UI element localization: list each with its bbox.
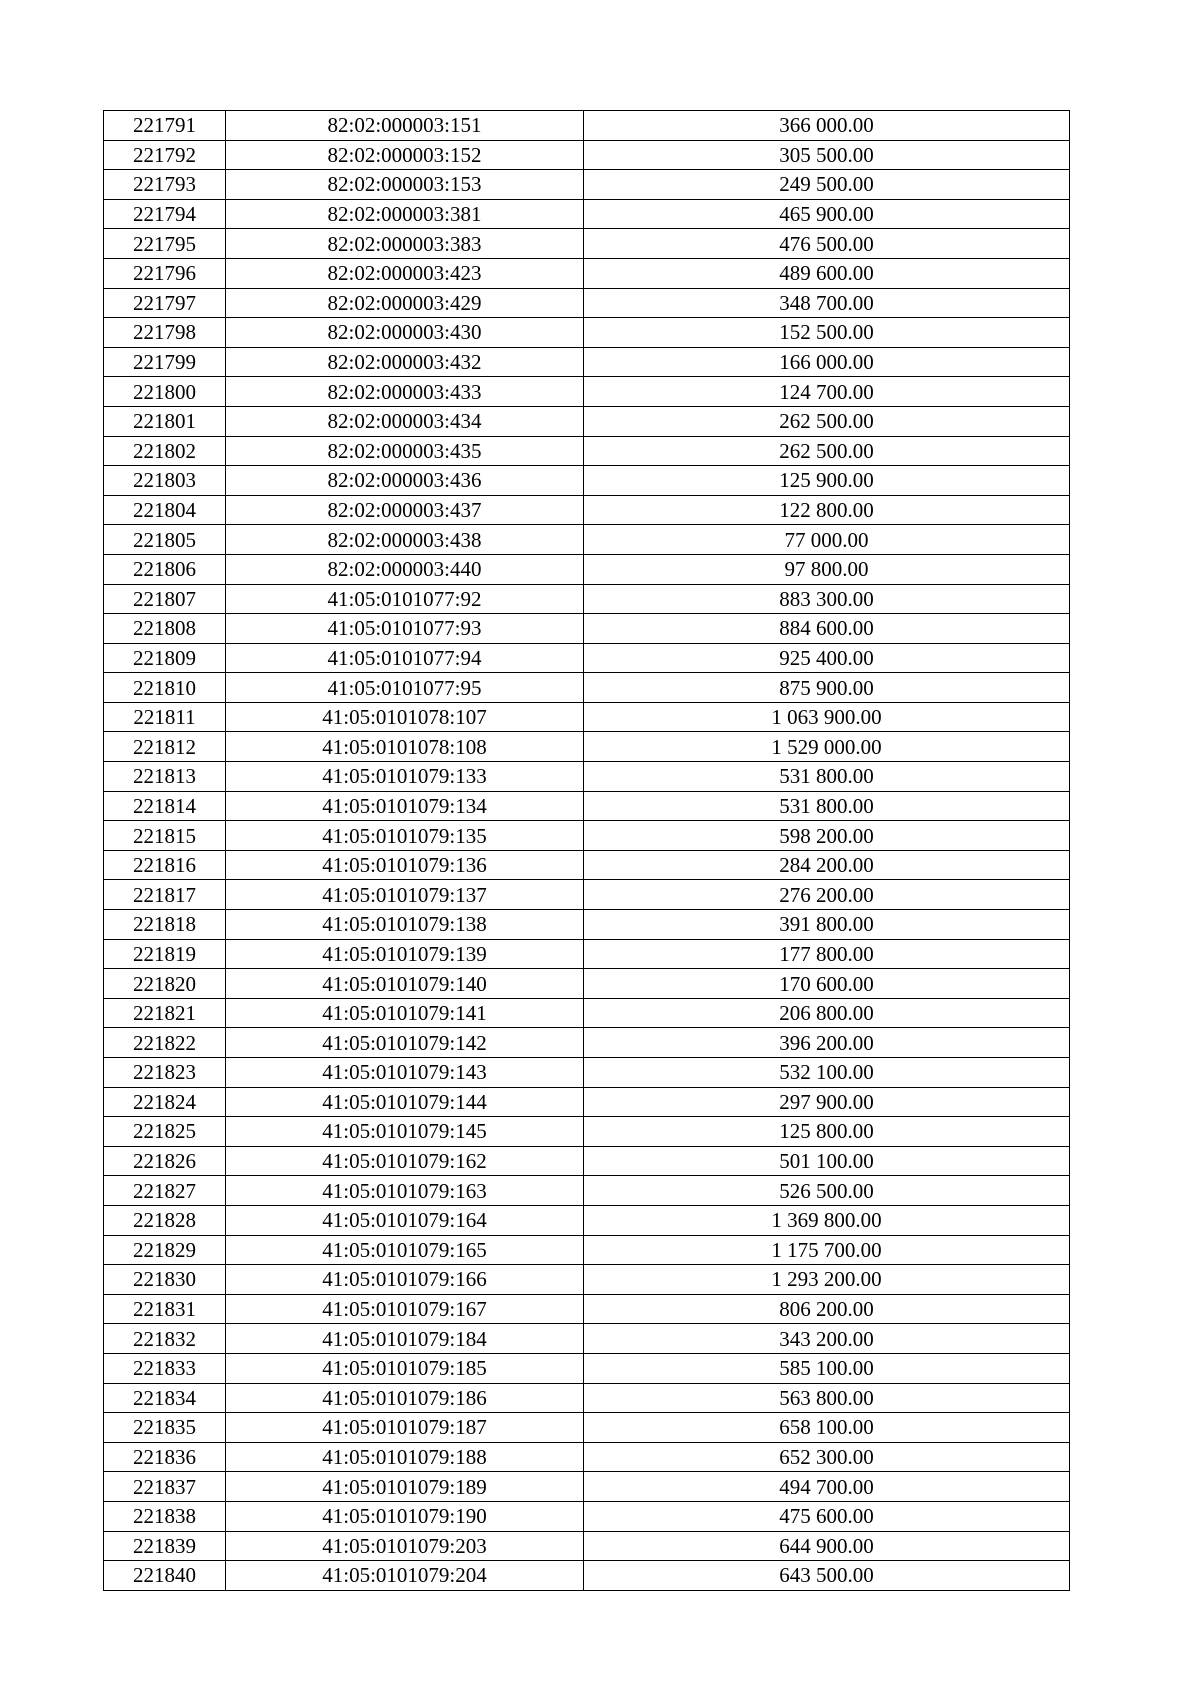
- table-body: [104, 111, 1070, 1591]
- row-number-cell: 221812: [104, 732, 226, 762]
- table-row: [104, 495, 1070, 525]
- row-number-cell: 221819: [104, 939, 226, 969]
- row-number-cell: 221829: [104, 1235, 226, 1265]
- cadastral-number-cell: 82:02:000003:152: [226, 140, 584, 170]
- cadastral-value-cell: 77 000.00: [584, 525, 1070, 555]
- cadastral-number-cell: 41:05:0101079:189: [226, 1472, 584, 1502]
- cadastral-value-cell: 806 200.00: [584, 1294, 1070, 1324]
- cadastral-number-cell: 82:02:000003:430: [226, 318, 584, 348]
- table-row: [104, 1058, 1070, 1088]
- cadastral-value-cell: 391 800.00: [584, 910, 1070, 940]
- row-number-cell: 221837: [104, 1472, 226, 1502]
- cadastral-number-cell: 41:05:0101079:143: [226, 1058, 584, 1088]
- table-row: [104, 1265, 1070, 1295]
- cadastral-value-cell: 206 800.00: [584, 998, 1070, 1028]
- row-number-cell: 221805: [104, 525, 226, 555]
- table-row: [104, 880, 1070, 910]
- row-number-cell: 221828: [104, 1205, 226, 1235]
- cadastral-value-cell: 1 063 900.00: [584, 702, 1070, 732]
- cadastral-value-cell: 343 200.00: [584, 1324, 1070, 1354]
- cadastral-number-cell: 41:05:0101079:190: [226, 1501, 584, 1531]
- row-number-cell: 221803: [104, 466, 226, 496]
- row-number-cell: 221818: [104, 910, 226, 940]
- cadastral-value-cell: 563 800.00: [584, 1383, 1070, 1413]
- row-number-cell: 221801: [104, 406, 226, 436]
- cadastral-number-cell: 41:05:0101079:142: [226, 1028, 584, 1058]
- cadastral-number-cell: 82:02:000003:432: [226, 347, 584, 377]
- row-number-cell: 221816: [104, 850, 226, 880]
- cadastral-value-cell: 883 300.00: [584, 584, 1070, 614]
- table-row: [104, 1117, 1070, 1147]
- row-number-cell: 221839: [104, 1531, 226, 1561]
- table-row: [104, 525, 1070, 555]
- cadastral-number-cell: 82:02:000003:435: [226, 436, 584, 466]
- cadastral-value-cell: 1 369 800.00: [584, 1205, 1070, 1235]
- cadastral-number-cell: 41:05:0101079:134: [226, 791, 584, 821]
- cadastral-number-cell: 82:02:000003:436: [226, 466, 584, 496]
- cadastral-value-cell: 124 700.00: [584, 377, 1070, 407]
- cadastral-value-cell: 465 900.00: [584, 199, 1070, 229]
- row-number-cell: 221799: [104, 347, 226, 377]
- cadastral-number-cell: 41:05:0101079:203: [226, 1531, 584, 1561]
- table-row: [104, 406, 1070, 436]
- table-row: [104, 791, 1070, 821]
- cadastral-number-cell: 41:05:0101079:187: [226, 1413, 584, 1443]
- table-row: [104, 347, 1070, 377]
- cadastral-number-cell: 41:05:0101079:188: [226, 1442, 584, 1472]
- row-number-cell: 221832: [104, 1324, 226, 1354]
- row-number-cell: 221798: [104, 318, 226, 348]
- row-number-cell: 221822: [104, 1028, 226, 1058]
- table-row: [104, 673, 1070, 703]
- table-row: [104, 1294, 1070, 1324]
- cadastral-value-cell: 284 200.00: [584, 850, 1070, 880]
- cadastral-number-cell: 82:02:000003:151: [226, 111, 584, 141]
- row-number-cell: 221823: [104, 1058, 226, 1088]
- cadastral-number-cell: 41:05:0101079:162: [226, 1146, 584, 1176]
- table-row: [104, 199, 1070, 229]
- cadastral-number-cell: 41:05:0101079:137: [226, 880, 584, 910]
- row-number-cell: 221806: [104, 554, 226, 584]
- cadastral-value-cell: 532 100.00: [584, 1058, 1070, 1088]
- cadastral-number-cell: 41:05:0101079:139: [226, 939, 584, 969]
- row-number-cell: 221800: [104, 377, 226, 407]
- table-row: [104, 111, 1070, 141]
- cadastral-number-cell: 82:02:000003:153: [226, 170, 584, 200]
- cadastral-number-cell: 82:02:000003:434: [226, 406, 584, 436]
- row-number-cell: 221809: [104, 643, 226, 673]
- table-row: [104, 821, 1070, 851]
- table-row: [104, 910, 1070, 940]
- cadastral-value-cell: 262 500.00: [584, 406, 1070, 436]
- row-number-cell: 221831: [104, 1294, 226, 1324]
- cadastral-value-cell: 501 100.00: [584, 1146, 1070, 1176]
- table-row: [104, 140, 1070, 170]
- table-row: [104, 702, 1070, 732]
- row-number-cell: 221835: [104, 1413, 226, 1443]
- cadastral-number-cell: 41:05:0101079:164: [226, 1205, 584, 1235]
- table-row: [104, 1561, 1070, 1591]
- table-row: [104, 1472, 1070, 1502]
- table-row: [104, 1235, 1070, 1265]
- table-row: [104, 466, 1070, 496]
- cadastral-number-cell: 82:02:000003:438: [226, 525, 584, 555]
- row-number-cell: 221797: [104, 288, 226, 318]
- row-number-cell: 221796: [104, 258, 226, 288]
- cadastral-value-cell: 396 200.00: [584, 1028, 1070, 1058]
- table-row: [104, 1146, 1070, 1176]
- cadastral-number-cell: 41:05:0101079:186: [226, 1383, 584, 1413]
- row-number-cell: 221833: [104, 1353, 226, 1383]
- cadastral-value-cell: 658 100.00: [584, 1413, 1070, 1443]
- cadastral-value-cell: 366 000.00: [584, 111, 1070, 141]
- cadastral-value-cell: 494 700.00: [584, 1472, 1070, 1502]
- cadastral-number-cell: 41:05:0101079:166: [226, 1265, 584, 1295]
- table-row: [104, 850, 1070, 880]
- table-row: [104, 584, 1070, 614]
- table-row: [104, 732, 1070, 762]
- table-row: [104, 1353, 1070, 1383]
- row-number-cell: 221821: [104, 998, 226, 1028]
- cadastral-number-cell: 41:05:0101078:107: [226, 702, 584, 732]
- cadastral-value-cell: 884 600.00: [584, 614, 1070, 644]
- table-row: [104, 969, 1070, 999]
- table-row: [104, 1176, 1070, 1206]
- cadastral-value-cell: 1 293 200.00: [584, 1265, 1070, 1295]
- cadastral-number-cell: 41:05:0101079:136: [226, 850, 584, 880]
- cadastral-value-cell: 1 529 000.00: [584, 732, 1070, 762]
- row-number-cell: 221815: [104, 821, 226, 851]
- cadastral-value-cell: 348 700.00: [584, 288, 1070, 318]
- row-number-cell: 221813: [104, 762, 226, 792]
- row-number-cell: 221792: [104, 140, 226, 170]
- row-number-cell: 221826: [104, 1146, 226, 1176]
- table-row: [104, 1087, 1070, 1117]
- table-row: [104, 1413, 1070, 1443]
- cadastral-number-cell: 41:05:0101079:133: [226, 762, 584, 792]
- row-number-cell: 221825: [104, 1117, 226, 1147]
- cadastral-value-cell: 925 400.00: [584, 643, 1070, 673]
- cadastral-value-cell: 170 600.00: [584, 969, 1070, 999]
- table-row: [104, 288, 1070, 318]
- cadastral-value-cell: 644 900.00: [584, 1531, 1070, 1561]
- cadastral-value-cell: 125 900.00: [584, 466, 1070, 496]
- cadastral-number-cell: 82:02:000003:433: [226, 377, 584, 407]
- row-number-cell: 221810: [104, 673, 226, 703]
- cadastral-number-cell: 41:05:0101079:141: [226, 998, 584, 1028]
- row-number-cell: 221838: [104, 1501, 226, 1531]
- cadastral-number-cell: 41:05:0101079:145: [226, 1117, 584, 1147]
- table-row: [104, 643, 1070, 673]
- cadastral-value-cell: 152 500.00: [584, 318, 1070, 348]
- row-number-cell: 221834: [104, 1383, 226, 1413]
- cadastral-value-cell: 122 800.00: [584, 495, 1070, 525]
- row-number-cell: 221807: [104, 584, 226, 614]
- cadastral-value-cell: 125 800.00: [584, 1117, 1070, 1147]
- table-row: [104, 998, 1070, 1028]
- cadastral-number-cell: 41:05:0101079:185: [226, 1353, 584, 1383]
- cadastral-number-cell: 41:05:0101079:138: [226, 910, 584, 940]
- row-number-cell: 221827: [104, 1176, 226, 1206]
- row-number-cell: 221795: [104, 229, 226, 259]
- cadastral-number-cell: 41:05:0101079:165: [226, 1235, 584, 1265]
- cadastral-number-cell: 41:05:0101079:135: [226, 821, 584, 851]
- row-number-cell: 221811: [104, 702, 226, 732]
- cadastral-value-cell: 297 900.00: [584, 1087, 1070, 1117]
- cadastral-value-cell: 531 800.00: [584, 762, 1070, 792]
- cadastral-number-cell: 41:05:0101079:184: [226, 1324, 584, 1354]
- cadastral-value-cell: 598 200.00: [584, 821, 1070, 851]
- table-row: [104, 939, 1070, 969]
- table-row: [104, 1531, 1070, 1561]
- cadastral-value-cell: 875 900.00: [584, 673, 1070, 703]
- table-row: [104, 1028, 1070, 1058]
- row-number-cell: 221836: [104, 1442, 226, 1472]
- table-row: [104, 762, 1070, 792]
- cadastral-value-cell: 305 500.00: [584, 140, 1070, 170]
- cadastral-value-cell: 262 500.00: [584, 436, 1070, 466]
- row-number-cell: 221802: [104, 436, 226, 466]
- table-row: [104, 1324, 1070, 1354]
- cadastral-value-cell: 489 600.00: [584, 258, 1070, 288]
- row-number-cell: 221804: [104, 495, 226, 525]
- table-row: [104, 1442, 1070, 1472]
- cadastral-value-cell: 531 800.00: [584, 791, 1070, 821]
- row-number-cell: 221808: [104, 614, 226, 644]
- table-row: [104, 1383, 1070, 1413]
- cadastral-number-cell: 41:05:0101079:144: [226, 1087, 584, 1117]
- table-row: [104, 1205, 1070, 1235]
- row-number-cell: 221793: [104, 170, 226, 200]
- cadastral-number-cell: 82:02:000003:429: [226, 288, 584, 318]
- row-number-cell: 221830: [104, 1265, 226, 1295]
- table-row: [104, 1501, 1070, 1531]
- cadastral-value-table: [103, 110, 1070, 1591]
- cadastral-number-cell: 41:05:0101079:140: [226, 969, 584, 999]
- row-number-cell: 221814: [104, 791, 226, 821]
- cadastral-number-cell: 41:05:0101077:93: [226, 614, 584, 644]
- row-number-cell: 221791: [104, 111, 226, 141]
- cadastral-number-cell: 82:02:000003:440: [226, 554, 584, 584]
- cadastral-value-cell: 97 800.00: [584, 554, 1070, 584]
- cadastral-value-cell: 1 175 700.00: [584, 1235, 1070, 1265]
- table-row: [104, 170, 1070, 200]
- table-row: [104, 436, 1070, 466]
- cadastral-number-cell: 41:05:0101079:204: [226, 1561, 584, 1591]
- row-number-cell: 221820: [104, 969, 226, 999]
- cadastral-value-cell: 177 800.00: [584, 939, 1070, 969]
- row-number-cell: 221794: [104, 199, 226, 229]
- cadastral-value-cell: 476 500.00: [584, 229, 1070, 259]
- cadastral-number-cell: 41:05:0101077:92: [226, 584, 584, 614]
- row-number-cell: 221817: [104, 880, 226, 910]
- cadastral-value-cell: 652 300.00: [584, 1442, 1070, 1472]
- cadastral-value-cell: 166 000.00: [584, 347, 1070, 377]
- cadastral-number-cell: 82:02:000003:437: [226, 495, 584, 525]
- row-number-cell: 221824: [104, 1087, 226, 1117]
- cadastral-number-cell: 41:05:0101077:95: [226, 673, 584, 703]
- cadastral-value-cell: 643 500.00: [584, 1561, 1070, 1591]
- table-row: [104, 554, 1070, 584]
- cadastral-number-cell: 41:05:0101077:94: [226, 643, 584, 673]
- table-row: [104, 258, 1070, 288]
- table-row: [104, 377, 1070, 407]
- cadastral-value-cell: 526 500.00: [584, 1176, 1070, 1206]
- cadastral-value-cell: 276 200.00: [584, 880, 1070, 910]
- cadastral-number-cell: 41:05:0101079:163: [226, 1176, 584, 1206]
- row-number-cell: 221840: [104, 1561, 226, 1591]
- table-row: [104, 318, 1070, 348]
- cadastral-value-cell: 249 500.00: [584, 170, 1070, 200]
- cadastral-number-cell: 41:05:0101078:108: [226, 732, 584, 762]
- table-row: [104, 614, 1070, 644]
- cadastral-number-cell: 82:02:000003:423: [226, 258, 584, 288]
- table-row: [104, 229, 1070, 259]
- cadastral-number-cell: 82:02:000003:383: [226, 229, 584, 259]
- cadastral-number-cell: 41:05:0101079:167: [226, 1294, 584, 1324]
- cadastral-value-cell: 585 100.00: [584, 1353, 1070, 1383]
- cadastral-number-cell: 82:02:000003:381: [226, 199, 584, 229]
- cadastral-value-cell: 475 600.00: [584, 1501, 1070, 1531]
